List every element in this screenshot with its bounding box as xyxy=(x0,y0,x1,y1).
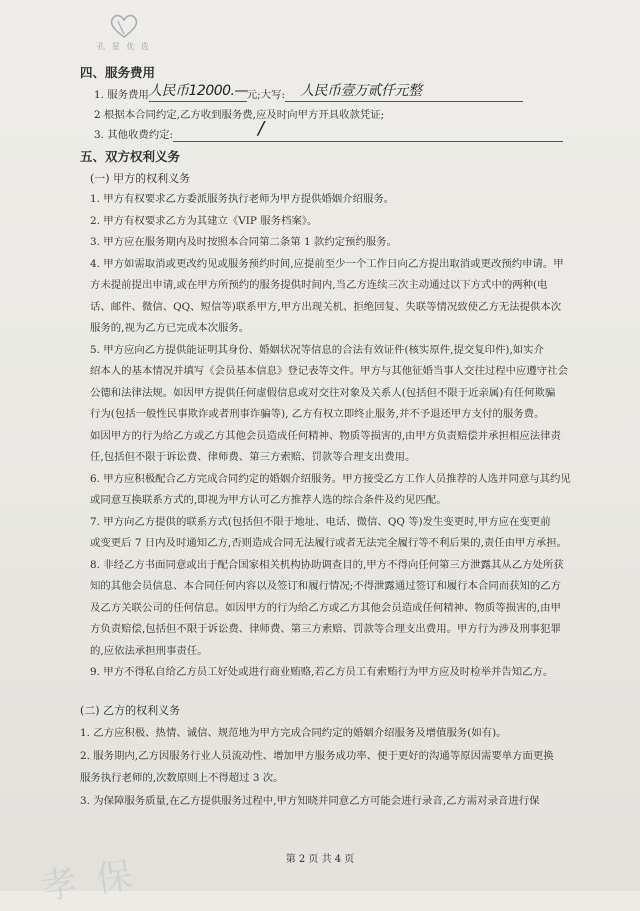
party-a-clause-line: 公德和法律法规。如因甲方提供任何虚假信息或对交往对象及关系人(包括但不限于近亲属)有任何欺骗 xyxy=(90,386,556,399)
party-a-clause-line: 3. 甲方应在服务期内及时按照本合同第二条第 1 款约定预约服务。 xyxy=(90,236,397,248)
fee-unit-label: 元;大写: xyxy=(246,89,285,101)
party-a-clause-line: 知的其他会员信息、本合同任何内容以及签订和履行情况;不得泄露通过签订和履行本合同而获知的乙方 xyxy=(90,580,562,592)
heart-logo-icon xyxy=(107,12,141,40)
party-a-clause-line: 5. 甲方应向乙方提供能证明其身份、婚姻状况等信息的合法有效证件(核实原件,提交复印件),如实介 xyxy=(90,343,544,356)
party-b-clause-line: 3. 为保障服务质量,在乙方提供服务过程中,甲方知晓并同意乙方可能会进行录音,乙方需对录音进行保 xyxy=(80,794,540,807)
party-a-clause-line: 或变更后 7 日内及时通知乙方,否则造成合同无法履行或者无法完全履行等不利后果的,责任由甲方承担。 xyxy=(90,537,568,549)
party-a-clause-line: 8. 非经乙方书面同意或出于配合国家相关机构协助调查目的,甲方不得向任何第三方泄露其从乙方处所获 xyxy=(90,558,564,571)
party-a-clause-line: 方负责赔偿,包括但不限于诉讼费、律师费、第三方索赔、罚款等合理支出费用。甲方行为涉及刑事犯罪 xyxy=(90,623,561,635)
other-fee-handwritten: / xyxy=(258,118,264,139)
party-a-clause-line: 话、邮件、微信、QQ、短信等)联系甲方,甲方出现关机、拒绝回复、失联等情况致使乙方无法提供本次 xyxy=(90,300,562,313)
party-a-clause-line: 及乙方关联公司的任何信息。如因甲方的行为给乙方或乙方其他会员造成任何精神、物质等损害的,由甲 xyxy=(90,601,561,614)
party-b-clause-line: 服务执行老师的,次数原则上不得超过 3 次。 xyxy=(80,772,284,784)
company-logo xyxy=(96,12,152,52)
watermark: 孝保 xyxy=(38,852,155,909)
section-4-heading: 四、服务费用 xyxy=(80,65,156,80)
party-a-clause-line: 如因甲方的行为给乙方或乙方其他会员造成任何精神、物质等损害的,由甲方负责赔偿并承担相应法律责 xyxy=(90,429,561,442)
section-5-heading: 五、双方权利义务 xyxy=(80,149,181,164)
fee-item-2: 2 根据本合同约定,乙方收到服务费,应及时向甲方开具收款凭证; xyxy=(94,109,385,121)
party-a-heading: (一) 甲方的权利义务 xyxy=(90,172,191,185)
party-a-clause-line: 行为(包括一般性民事欺诈或者刑事诈骗等), 乙方有权立即终止服务,并不予退还甲方支付的服务费。 xyxy=(90,408,545,420)
other-fee-blank xyxy=(173,129,563,142)
party-a-clause-line: 9. 甲方不得私自给乙方员工好处或进行商业贿赂,若乙方员工有索贿行为甲方应及时检举并告知乙方。 xyxy=(90,666,554,678)
fee-item-3 xyxy=(94,128,563,142)
party-a-clause-line: 的,应依法承担刑事责任。 xyxy=(90,644,208,657)
party-a-clause-line: 或同意互换联系方式的,即视为甲方认可乙方推荐人选的综合条件及约见匹配。 xyxy=(90,494,447,506)
party-b-clause-line: 2. 服务期内,乙方因服务行业人员流动性、增加甲方服务成功率、便于更好的沟通等原因需要单方面更换 xyxy=(80,749,554,762)
party-b-clause-line: 1. 乙方应积极、热情、诚信、规范地为甲方完成合同约定的婚姻介绍服务及增值服务(如有)。 xyxy=(80,727,507,739)
page-number: 第 2 页 共 4 页 xyxy=(285,854,355,865)
fee-uppercase-handwritten: 人民币壹万贰仟元整 xyxy=(300,83,422,99)
other-fee-label: 3. 其他收费约定: xyxy=(94,129,174,141)
party-a-clause-line: 4. 甲方如需取消或更改约见或服务预约时间,应提前至少一个工作日向乙方提出取消或更改预约申请。甲 xyxy=(90,257,564,270)
logo-text: 孔 星 优 选 xyxy=(97,42,151,51)
party-a-clause-line: 7. 甲方向乙方提供的联系方式(包括但不限于地址、电话、微信、QQ 等)发生变更时,甲方应在变更前 xyxy=(90,515,551,528)
party-a-clause-line: 2. 甲方有权要求乙方为其建立《VIP 服务档案》。 xyxy=(90,214,318,227)
party-a-clause-line: 1. 甲方有权要求乙方委派服务执行老师为甲方提供婚姻介绍服务。 xyxy=(90,193,395,205)
fee-amount-handwritten: 人民币12000.— xyxy=(148,83,248,99)
party-a-clause-line: 绍本人的基本情况并填写《会员基本信息》登记表等文件。甲方与其他征婚当事人交往过程中应遵守社会 xyxy=(90,365,568,377)
party-a-clause-line: 服务的,视为乙方已完成本次服务。 xyxy=(90,322,250,334)
party-a-clause-line: 任,包括但不限于诉讼费、律师费、第三方索赔、罚款等合理支出费用。 xyxy=(90,451,416,463)
party-a-clause-line: 方未提前提出申请,或在甲方所预约的服务提供时间内,当乙方连续三次主动通过以下方式中的两种(电 xyxy=(90,279,548,291)
fee-label: 1. 服务费用 xyxy=(94,89,149,101)
party-a-clause-line: 6. 甲方应积极配合乙方完成合同约定的婚姻介绍服务。甲方接受乙方工作人员推荐的人选并同意与其约见 xyxy=(90,472,571,485)
party-b-heading: (二) 乙方的权利义务 xyxy=(80,704,181,717)
